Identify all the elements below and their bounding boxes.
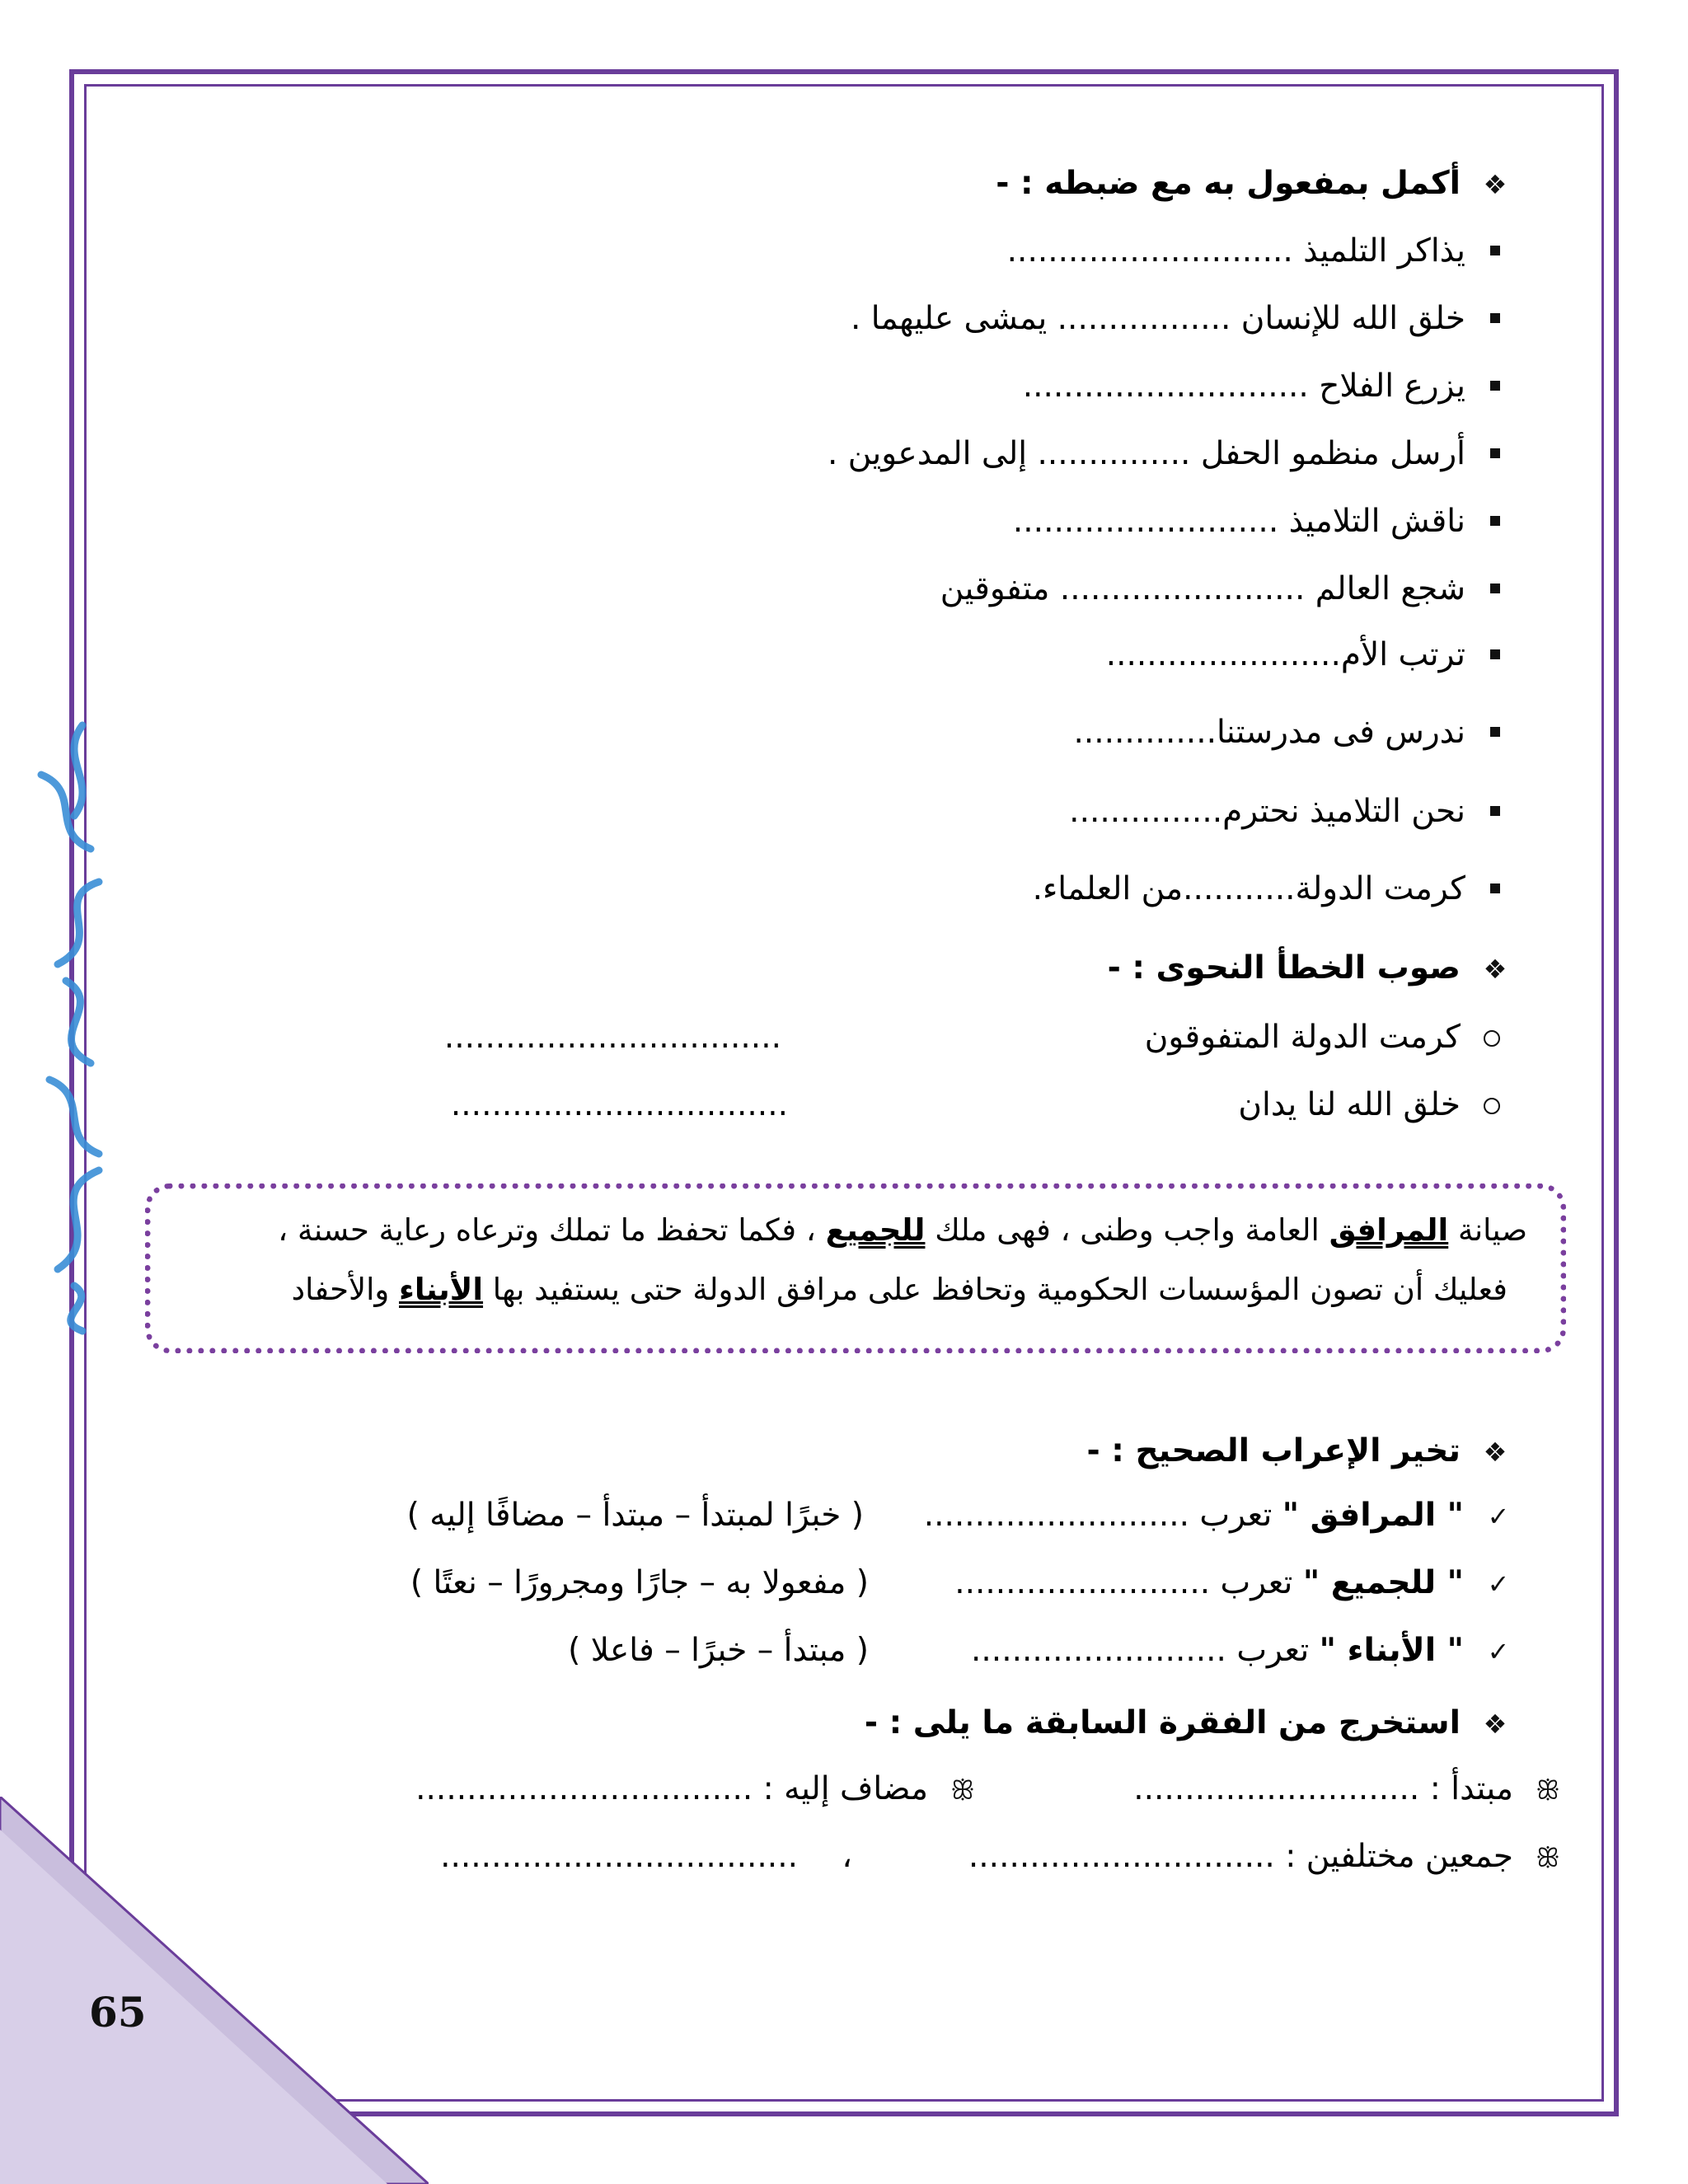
list-item: شجع العالم ........................ متفوقين — [940, 567, 1512, 612]
section-heading-correct-error: ❖صوب الخطأ النحوى : - — [1108, 946, 1512, 991]
circle-bullet-icon — [1484, 1098, 1500, 1114]
page-number: 65 — [89, 1988, 147, 2036]
ornament-bullet-icon: ꕥ — [1536, 1842, 1560, 1873]
parsing-options: ( مفعولا به – جارًا ومجرورًا – نعتًا ) — [410, 1564, 869, 1601]
parsing-item: ✓" المرافق " تعرب .......................... — [924, 1493, 1515, 1539]
square-bullet-icon — [1490, 516, 1500, 526]
square-bullet-icon — [1490, 806, 1500, 816]
list-item: نحن التلاميذ نحترم............... — [1069, 790, 1512, 834]
diamond-bullet-icon: ❖ — [1483, 1708, 1507, 1740]
square-bullet-icon — [1490, 883, 1500, 893]
section-heading-choose-parsing: ❖تخير الإعراب الصحيح : - — [1087, 1429, 1512, 1474]
diamond-bullet-icon: ❖ — [1483, 954, 1507, 985]
list-item: ندرس فى مدرستنا.............. — [1073, 710, 1512, 755]
diamond-bullet-icon: ❖ — [1483, 1436, 1507, 1468]
ornament-bullet-icon: ꕥ — [1536, 1774, 1560, 1806]
section-heading-extract: ❖استخرج من الفقرة السابقة ما يلى : - — [865, 1701, 1512, 1746]
square-bullet-icon — [1490, 448, 1500, 458]
list-item: كرمت الدولة المتفوقون — [1145, 1015, 1512, 1060]
diamond-bullet-icon: ❖ — [1483, 169, 1507, 200]
list-item: أرسل منظمو الحفل ............... إلى المدعوين . — [828, 432, 1512, 476]
highlight-word: الأبناء — [399, 1272, 484, 1307]
answer-blank: ................................. — [443, 1019, 781, 1056]
answer-blank: ................................. — [450, 1086, 788, 1123]
passage-line-1: صيانة المرافق العامة واجب وطنى ، فهى ملك للجميع ، فكما تحفظ ما تملك وترعاه رعاية حسنة ، — [278, 1212, 1527, 1248]
list-item: يزرع الفلاح ............................ — [1023, 364, 1512, 409]
extract-item: ꕥجمعين مختلفين : .............................. — [968, 1835, 1564, 1880]
list-item: ناقش التلاميذ .......................... — [1013, 499, 1512, 544]
ornament-bullet-icon: ꕥ — [950, 1774, 975, 1806]
square-bullet-icon — [1490, 246, 1500, 255]
list-item: ترتب الأم....................... — [1106, 633, 1512, 677]
parsing-options: ( مبتدأ – خبرًا – فاعلا ) — [568, 1632, 869, 1669]
check-mark-icon: ✓ — [1487, 1636, 1510, 1667]
highlight-word: للجميع — [825, 1212, 926, 1248]
list-item: خلق الله لنا يدان — [1238, 1083, 1512, 1127]
reading-passage-box — [145, 1183, 1566, 1353]
list-item: خلق الله للإنسان ................. يمشى عليهما . — [851, 297, 1512, 341]
answer-blank: ................................... — [440, 1838, 798, 1875]
square-bullet-icon — [1490, 583, 1500, 593]
square-bullet-icon — [1490, 727, 1500, 737]
check-mark-icon: ✓ — [1487, 1501, 1510, 1532]
separator-comma: ، — [842, 1838, 852, 1875]
parsing-item: ✓" للجميع " تعرب ......................... — [954, 1561, 1515, 1606]
circle-bullet-icon — [1484, 1030, 1500, 1047]
section-heading-complete-object: ❖أكمل بمفعول به مع ضبطه : - — [996, 162, 1512, 207]
list-item: يذاكر التلميذ ............................ — [1007, 229, 1512, 274]
extract-item: ꕥمبتدأ : ............................ — [1133, 1767, 1564, 1812]
check-mark-icon: ✓ — [1487, 1568, 1510, 1600]
square-bullet-icon — [1490, 381, 1500, 391]
parsing-item: ✓" الأبناء " تعرب ......................... — [971, 1629, 1515, 1674]
square-bullet-icon — [1490, 313, 1500, 323]
parsing-options: ( خبرًا لمبتدأ – مبتدأ – مضافًا إليه ) — [406, 1497, 864, 1534]
extract-item: ꕥمضاف إليه : ................................. — [415, 1767, 979, 1812]
highlight-word: المرافق — [1329, 1212, 1449, 1248]
square-bullet-icon — [1490, 649, 1500, 659]
passage-line-2: فعليك أن تصون المؤسسات الحكومية وتحافظ على مرافق الدولة حتى يستفيد بها الأبناء والأحفاد — [291, 1272, 1507, 1307]
list-item: كرمت الدولة...........من العلماء. — [1033, 867, 1512, 912]
